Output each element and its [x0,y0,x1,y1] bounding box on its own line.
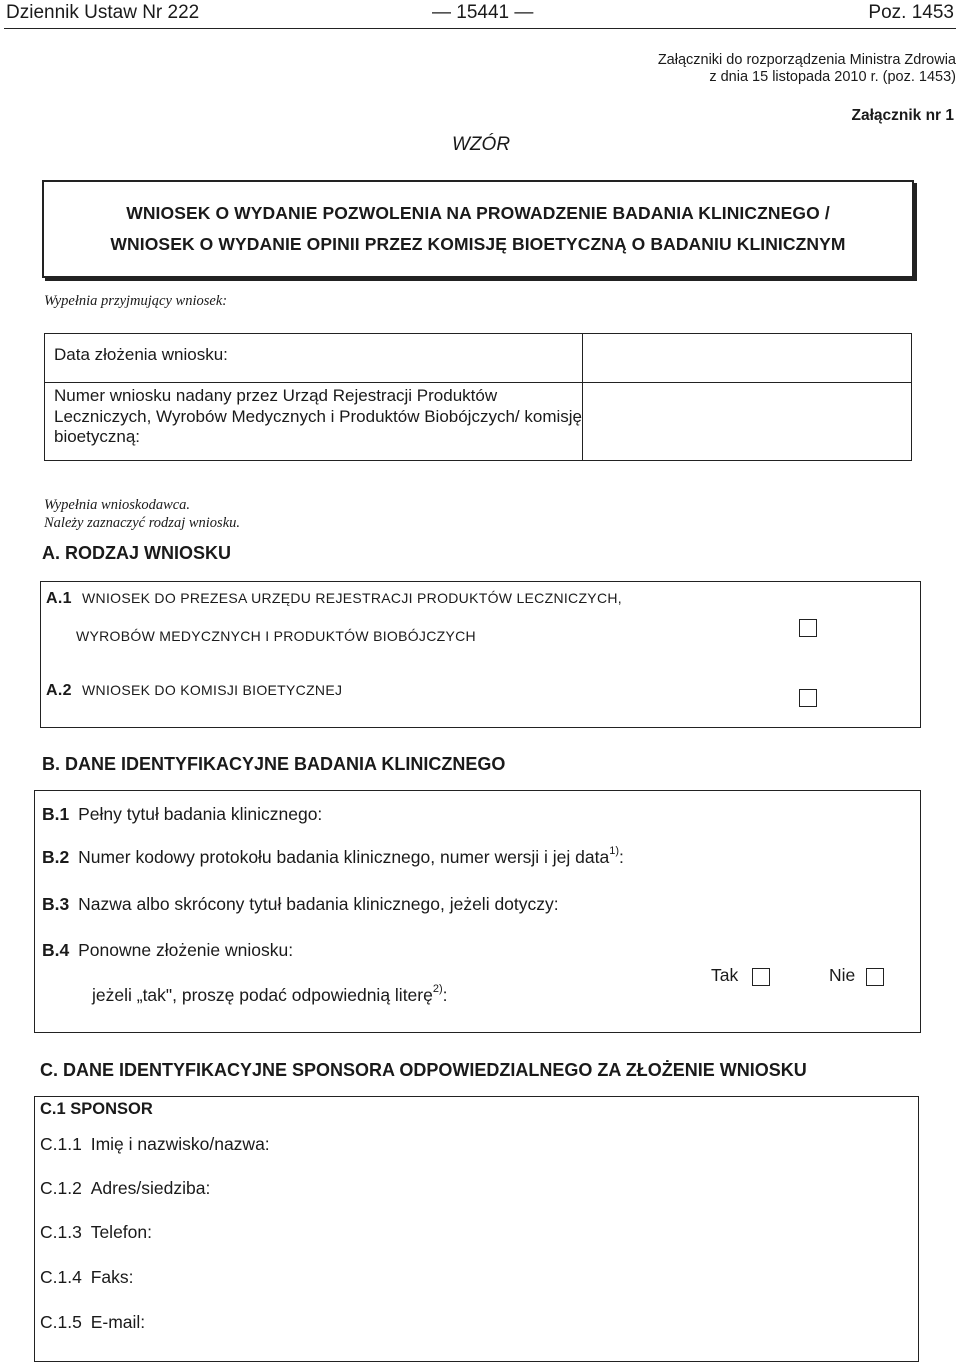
option-a2-checkbox[interactable] [799,689,817,707]
field-c15-label: E-mail: [90,1312,146,1332]
option-a2-text: WNIOSEK DO KOMISJI BIOETYCZNEJ [82,682,343,698]
applicant-note [44,496,240,532]
field-c12 [40,1178,210,1199]
field-c13 [40,1222,152,1243]
field-c11 [40,1134,270,1155]
field-c13-label: Telefon: [90,1222,152,1242]
field-b1 [42,804,322,825]
field-b2 [42,847,624,868]
annex-number: Załącznik nr 1 [851,107,954,124]
option-a1-number: A.1 [46,590,72,607]
field-b3-label: Nazwa albo skrócony tytuł badania klinicznego, jeżeli dotyczy: [78,894,559,914]
field-c12-number: C.1.2 [40,1178,82,1198]
section-a-title: A. RODZAJ WNIOSKU [42,543,231,563]
footnote-2-marker: 2) [432,983,443,996]
no-checkbox[interactable] [866,968,884,986]
applicant-note-line1: Wypełnia wnioskodawca. [44,497,191,513]
no-label: Nie [829,965,856,985]
option-a1-checkbox[interactable] [799,619,817,637]
yes-label: Tak [711,965,739,985]
yes-checkbox[interactable] [752,968,770,986]
field-c15-number: C.1.5 [40,1312,82,1332]
field-b1-number: B.1 [42,804,70,824]
section-c-title: C. DANE IDENTYFIKACYJNE SPONSORA ODPOWIEDZIALNEGO ZA ZŁOŻENIE WNIOSKU [40,1060,807,1080]
field-b2-label: Numer kodowy protokołu badania klinicznego, numer wersji i jej data [78,847,610,867]
field-c14-label: Faks: [90,1267,134,1287]
section-b-title: B. DANE IDENTYFIKACYJNE BADANIA KLINICZNEGO [42,754,506,774]
template-label: WZÓR [452,134,511,155]
form-title-line1: WNIOSEK O WYDANIE POZWOLENIA NA PROWADZENIE BADANIA KLINICZNEGO / [126,203,830,223]
field-b4 [42,940,293,961]
annex-note-line2: z dnia 15 listopada 2010 r. (poz. 1453) [709,69,956,85]
application-number-label: Numer wniosku nadany przez Urząd Rejestracji Produktów Leczniczych, Wyrobów Medycznych i Produktów Biobójczych/ komisję bioetyczną: [54,386,582,446]
option-a1-text: WNIOSEK DO PREZESA URZĘDU REJESTRACJI PRODUKTÓW LECZNICZYCH, [82,590,622,606]
field-b1-label: Pełny tytuł badania klinicznego: [78,804,323,824]
option-a2-number: A.2 [46,682,72,699]
intake-note: Wypełnia przyjmujący wniosek: [44,293,228,309]
field-b4-sub [92,985,448,1006]
field-c14-number: C.1.4 [40,1267,82,1287]
field-c15 [40,1312,145,1333]
field-b3-number: B.3 [42,894,70,914]
header-rule [4,28,956,29]
sponsor-heading: C.1 SPONSOR [40,1100,153,1118]
option-a1 [46,590,622,608]
option-a1-text-continued: WYROBÓW MEDYCZNYCH I PRODUKTÓW BIOBÓJCZYCH [76,628,476,644]
annex-note-line1: Załączniki do rozporządzenia Ministra Zdrowia [657,52,956,68]
field-c11-label: Imię i nazwisko/nazwa: [90,1134,270,1154]
option-a2 [46,682,342,700]
field-c14 [40,1267,134,1288]
page-number: — 15441 — [432,2,534,23]
field-b3 [42,894,559,915]
field-b4-label: Ponowne złożenie wniosku: [78,940,294,960]
annex-note [616,52,956,86]
form-title-line2: WNIOSEK O WYDANIE OPINII PRZEZ KOMISJĘ BIOETYCZNĄ O BADANIU KLINICZNYM [110,234,846,254]
field-c11-number: C.1.1 [40,1134,82,1154]
form-title [42,180,914,278]
field-b4-number: B.4 [42,940,70,960]
field-c13-number: C.1.3 [40,1222,82,1242]
applicant-note-line2: Należy zaznaczyć rodzaj wniosku. [44,515,241,531]
submission-date-label: Data złożenia wniosku: [54,345,228,364]
field-b2-colon: : [619,847,624,867]
field-b2-number: B.2 [42,847,70,867]
field-b4-sub-colon: : [442,985,448,1005]
field-b4-sub-label: jeżeli „tak", proszę podać odpowiednią literę [92,985,433,1005]
position-number: Poz. 1453 [868,2,954,23]
footnote-1-marker: 1) [609,845,619,858]
journal-name: Dziennik Ustaw Nr 222 [6,2,200,23]
intake-divider-horizontal [44,382,912,383]
field-c12-label: Adres/siedziba: [90,1178,211,1198]
